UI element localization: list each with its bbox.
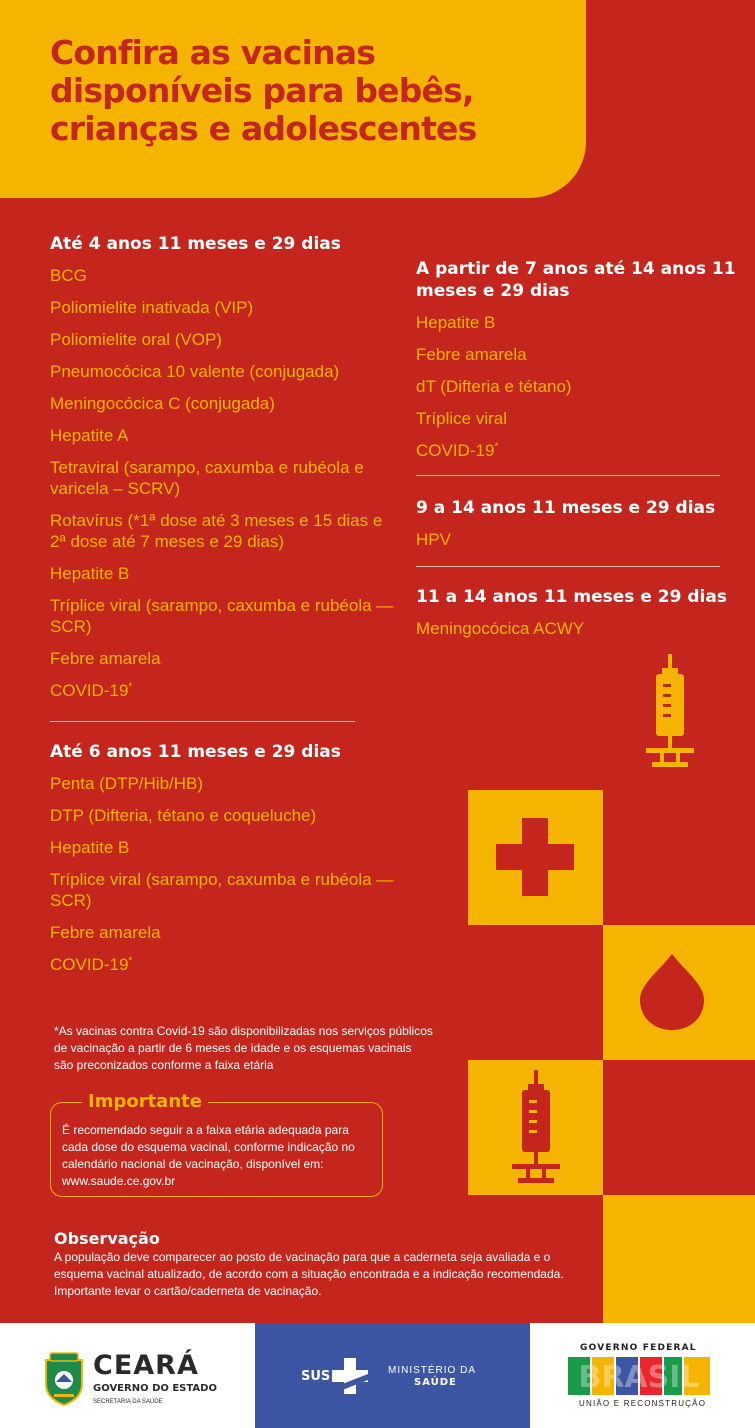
vaccine-name: COVID-19 (416, 441, 495, 460)
group-9-to-14-years (416, 497, 736, 550)
brasil-logo (568, 1357, 710, 1395)
vaccine-item: Hepatite B (50, 838, 130, 857)
federal-motto: UNIÃO E RECONSTRUÇÃO (579, 1399, 707, 1408)
vaccine-item-covid (50, 954, 395, 975)
observation-title: Observação (54, 1229, 160, 1248)
vaccine-item-covid (50, 680, 395, 701)
vaccine-item: HPV (416, 530, 451, 549)
blood-drop-icon (636, 952, 708, 1032)
group-11-to-14-years (416, 586, 736, 639)
group-title: 9 a 14 anos 11 meses e 29 dias (416, 498, 716, 518)
decor-square (603, 1195, 755, 1323)
vaccine-item: Febre amarela (50, 649, 161, 668)
divider (416, 566, 720, 567)
vaccine-item: Hepatite B (50, 564, 130, 583)
vaccine-item: Poliomielite inativada (VIP) (50, 298, 254, 317)
vaccine-item: Hepatite B (416, 313, 496, 332)
important-title: Importante (82, 1091, 208, 1113)
vaccine-item: DTP (Difteria, tétano e coqueluche) (50, 806, 317, 825)
vaccine-item: Tetraviral (sarampo, caxumba e rubéola e varicela – SCRV) (50, 458, 364, 498)
vaccine-item: Tríplice viral (416, 409, 507, 428)
vaccine-item: Hepatite A (50, 426, 129, 445)
divider (50, 721, 355, 722)
ministry-line1: MINISTÉRIO DA (388, 1365, 477, 1376)
observation-text: A população deve comparecer ao posto de vacinação para que a caderneta seja avaliada e o esquema vacinal atualizado, de acordo com a situação encontrada e a indicação recomendada. Importante levar o cartão/caderneta de vacinação. (54, 1250, 564, 1298)
vaccine-item: Pneumocócica 10 valente (conjugada) (50, 362, 340, 381)
sus-cross-icon (332, 1358, 368, 1394)
ceara-name: CEARÁ (93, 1350, 199, 1381)
divider (416, 475, 720, 476)
ministry-line2: SAÚDE (414, 1377, 457, 1388)
vaccine-item: Rotavírus (*1ª dose até 3 meses e 15 dias e 2ª dose até 7 meses e 29 dias) (50, 511, 383, 551)
vaccine-name: COVID-19 (50, 681, 129, 700)
vaccine-item: Penta (DTP/Hib/HB) (50, 774, 204, 793)
asterisk: * (494, 441, 499, 453)
vaccine-item: BCG (50, 266, 87, 285)
vaccine-item: Febre amarela (416, 345, 527, 364)
vaccine-item: dT (Difteria e tétano) (416, 377, 572, 396)
sus-label: SUS (301, 1369, 331, 1384)
ceara-subtitle: GOVERNO DO ESTADO (93, 1383, 217, 1394)
vaccine-item: Poliomielite oral (VOP) (50, 330, 222, 349)
group-7-to-14-years (416, 258, 736, 461)
vaccine-item: Tríplice viral (sarampo, caxumba e rubéola — SCR) (50, 596, 394, 636)
covid-footnote: *As vacinas contra Covid-19 são disponibilizadas nos serviços públicos de vacinação a partir de 6 meses de idade e os esquemas vacinais são preconizados conforme a faixa etária (54, 1024, 433, 1072)
vaccine-item: Tríplice viral (sarampo, caxumba e rubéola — SCR) (50, 870, 394, 910)
vaccine-item: Febre amarela (50, 923, 161, 942)
vaccine-item: Meningocócica ACWY (416, 619, 585, 638)
ceara-crest-icon (42, 1350, 86, 1406)
brasil-text: BRASIL (578, 1360, 700, 1395)
group-title: A partir de 7 anos até 14 anos 11 meses e 29 dias (416, 259, 736, 301)
syringe-icon (510, 1070, 562, 1186)
group-title: 11 a 14 anos 11 meses e 29 dias (416, 587, 727, 607)
group-title: Até 6 anos 11 meses e 29 dias (50, 742, 341, 762)
cross-icon (496, 818, 574, 896)
syringe-icon (644, 654, 696, 770)
vaccine-item: Meningocócica C (conjugada) (50, 394, 275, 413)
page-title: Confira as vacinas disponíveis para bebês, crianças e adolescentes (50, 33, 477, 148)
federal-government-label: GOVERNO FEDERAL (580, 1343, 697, 1353)
group-up-to-6-years (50, 741, 395, 975)
important-text: É recomendado seguir a a faixa etária adequada para cada dose do esquema vacinal, conforme indicação no calendário nacional de vacinação, disponível em: www.saude.ce.gov.br (62, 1123, 355, 1188)
vaccine-name: COVID-19 (50, 955, 129, 974)
ceara-secretaria: SECRETARIA DA SAÚDE (93, 1399, 163, 1405)
group-up-to-4-years (50, 233, 395, 701)
group-title: Até 4 anos 11 meses e 29 dias (50, 234, 341, 254)
asterisk: * (128, 681, 133, 693)
vaccine-item-covid (416, 440, 736, 461)
asterisk: * (128, 955, 133, 967)
